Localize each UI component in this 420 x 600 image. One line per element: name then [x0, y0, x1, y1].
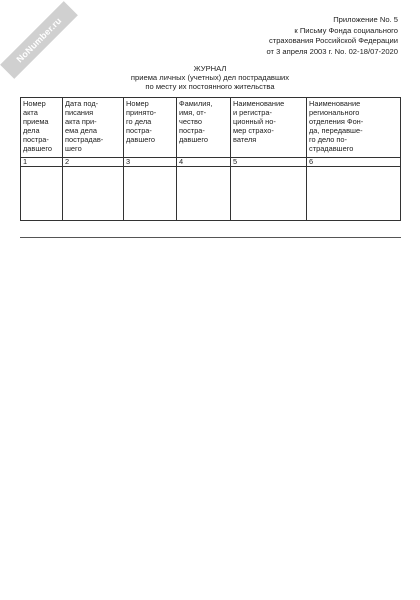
- appendix-date-line: от 3 апреля 2003 г. No. 02-18/07-2020: [266, 46, 398, 56]
- empty-cell: [177, 167, 231, 221]
- header-line: отделения Фон-: [309, 117, 364, 127]
- appendix-number: Приложение No. 5: [333, 15, 398, 24]
- header-line: мер страхо-: [233, 126, 274, 136]
- header-line: Фамилия,: [179, 99, 213, 108]
- header-line: ционный но-: [233, 117, 276, 127]
- header-cell-signing-date: [63, 98, 124, 158]
- header-line: постра-: [23, 135, 49, 145]
- column-number-cell: 2: [63, 158, 124, 167]
- header-line: постра-: [126, 126, 152, 136]
- empty-cell: [21, 167, 63, 221]
- header-line: постра-: [179, 126, 205, 136]
- column-number-cell: 1: [21, 158, 63, 167]
- header-line: пострадав-: [65, 135, 104, 145]
- empty-cell: [63, 167, 124, 221]
- header-line: давшего: [179, 135, 209, 145]
- column-number-cell: 6: [307, 158, 401, 167]
- header-line: Номер: [23, 99, 46, 108]
- header-line: давшего: [23, 144, 53, 154]
- document-title: [20, 64, 400, 92]
- header-line: страдавшего: [309, 144, 354, 154]
- title-subheading: приема личных (учетных) дел пострадавших: [130, 73, 290, 83]
- header-line: ема дела: [65, 126, 97, 136]
- header-cell-full-name: [177, 98, 231, 158]
- appendix-header: [158, 15, 398, 57]
- empty-cell: [307, 167, 401, 221]
- header-line: писания: [65, 108, 94, 118]
- header-line: принято-: [126, 108, 157, 118]
- page-divider: [20, 237, 401, 238]
- header-line: Номер: [126, 99, 149, 108]
- header-line: приема: [23, 117, 49, 127]
- header-cell-regional-office: [307, 98, 401, 158]
- header-line: Наименование: [309, 99, 361, 108]
- journal-table: [20, 97, 401, 221]
- table-header-row: [21, 98, 401, 158]
- header-line: дела: [23, 126, 40, 136]
- title-subheading: по месту их постоянного жительства: [145, 82, 275, 92]
- watermark-banner: NoNumber.ru: [0, 1, 78, 79]
- header-cell-case-number: [124, 98, 177, 158]
- column-number-cell: 5: [231, 158, 307, 167]
- header-line: акта: [23, 108, 38, 118]
- column-number-cell: 4: [177, 158, 231, 167]
- empty-cell: [124, 167, 177, 221]
- header-line: чество: [179, 117, 202, 127]
- header-cell-act-number: [21, 98, 63, 158]
- header-line: Дата под-: [65, 99, 99, 108]
- header-line: регионального: [309, 108, 360, 118]
- header-cell-insurer: [231, 98, 307, 158]
- column-number-cell: 3: [124, 158, 177, 167]
- header-line: вателя: [233, 135, 257, 145]
- header-line: акта при-: [65, 117, 97, 127]
- header-line: давшего: [126, 135, 156, 145]
- header-line: го дело по-: [309, 135, 348, 145]
- header-line: го дела: [126, 117, 152, 127]
- header-line: шего: [65, 144, 82, 154]
- appendix-reference-line: к Письму Фонда социального: [294, 25, 398, 35]
- header-line: и регистра-: [233, 108, 272, 118]
- header-line: Наименование: [233, 99, 285, 108]
- header-line: имя, от-: [179, 108, 207, 118]
- appendix-reference-line: страхования Российской Федерации: [268, 36, 398, 46]
- table-row: [21, 167, 401, 221]
- header-line: да, передавше-: [309, 126, 363, 136]
- empty-cell: [231, 167, 307, 221]
- title-heading: ЖУРНАЛ: [193, 64, 227, 73]
- column-number-row: [21, 158, 401, 167]
